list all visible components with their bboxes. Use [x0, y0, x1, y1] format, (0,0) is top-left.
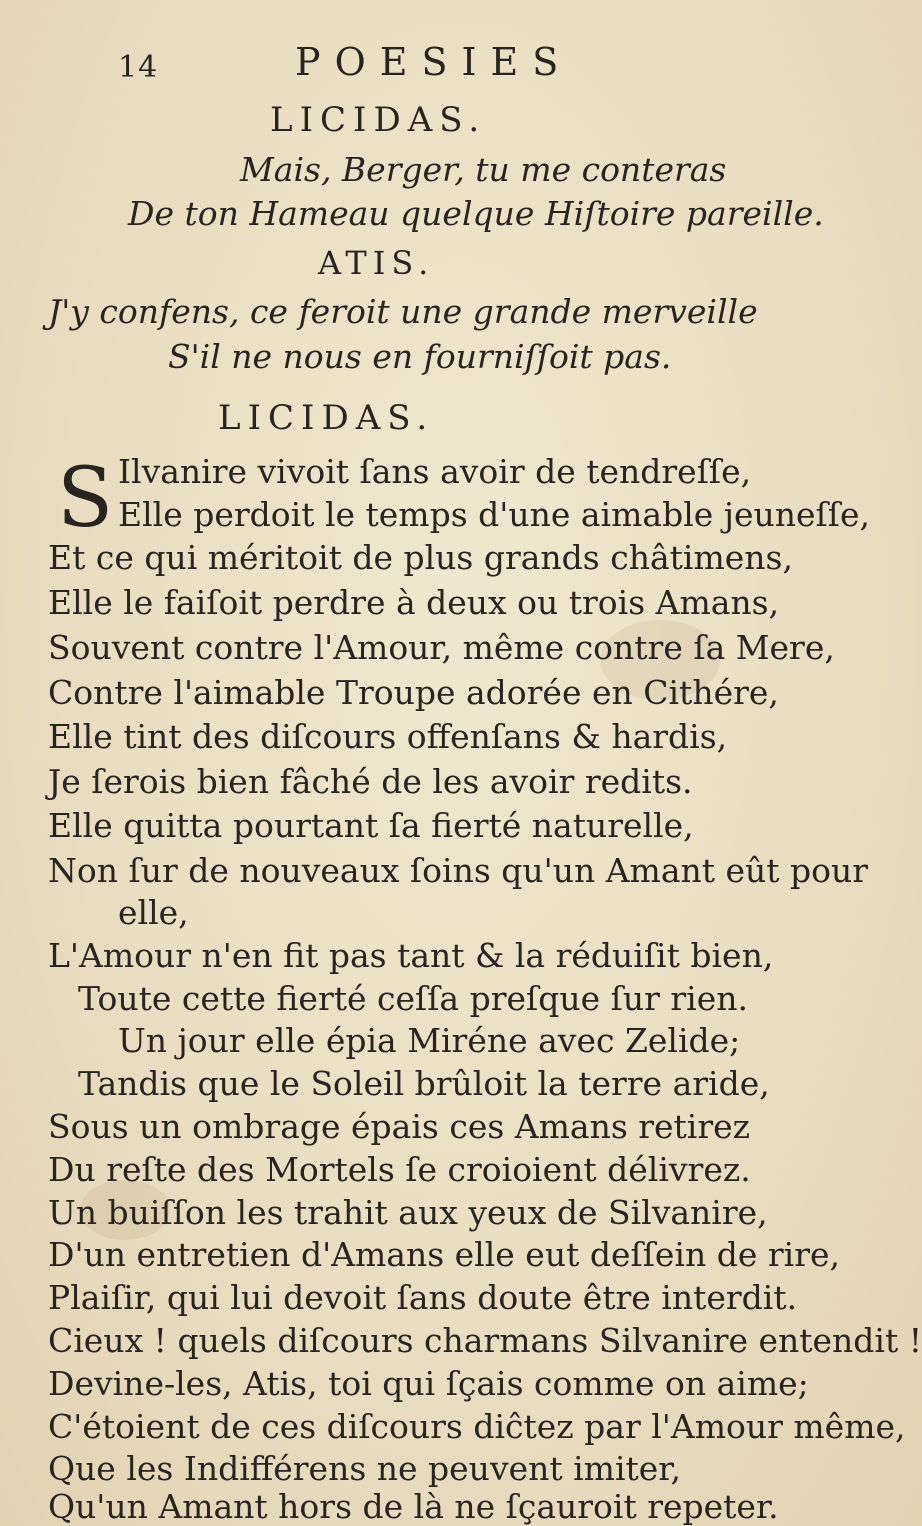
poem-line: Devine-les, Atis, toi qui ſçais comme on aime; [48, 1363, 809, 1403]
poem-line: Non ſur de nouveaux ſoins qu'un Amant eût pour [48, 851, 869, 890]
verse-line: S'il ne nous en fourniſſoit pas. [168, 337, 672, 376]
page-number: 14 [118, 50, 159, 85]
poem-line: Que les Indifférens ne peuvent imiter, [48, 1449, 681, 1489]
poem-line: Souvent contre l'Amour, même contre ſa Mere, [48, 628, 835, 667]
poem-line: Un jour elle épia Miréne avec Zelide; [118, 1021, 741, 1061]
poem-line: L'Amour n'en fit pas tant & la réduiſit bien, [48, 935, 774, 975]
poem-line: Toute cette fierté ceſſa preſque ſur rien. [78, 978, 748, 1018]
poem-line: Elle le faiſoit perdre à deux ou trois Amans, [48, 583, 780, 622]
running-title: POESIES [295, 40, 573, 84]
poem-line: elle, [118, 893, 189, 932]
poem-line: Et ce qui méritoit de plus grands châtimens, [48, 538, 793, 577]
poem-line: Plaiſir, qui lui devoit ſans doute être interdit. [48, 1278, 798, 1318]
verse-line: Mais, Berger, tu me conteras [240, 150, 727, 189]
speaker-atis: ATIS. [318, 244, 435, 282]
poem-line: Qu'un Amant hors de là ne ſçauroit repeter. [48, 1487, 779, 1526]
poem-line: Cieux ! quels diſcours charmans Silvanire entendit ! [48, 1321, 922, 1360]
speaker-licidas: LICIDAS. [218, 398, 435, 438]
poem-line: Du reſte des Mortels ſe croioient délivrez. [48, 1149, 751, 1189]
poem-line: Elle quitta pourtant ſa fierté naturelle, [48, 806, 694, 845]
drop-cap: S [57, 451, 114, 546]
poem-line: Tandis que le Soleil brûloit la terre aride, [78, 1064, 770, 1104]
poem-line: C'étoient de ces diſcours diĉtez par l'Amour même, [48, 1406, 906, 1446]
verse-line: J'y confens, ce feroit une grande merveille [48, 292, 758, 331]
poem-line: Elle perdoit le temps d'une aimable jeuneſſe, [118, 495, 871, 534]
verse-line: De ton Hameau quelque Hiſtoire pareille. [128, 194, 824, 233]
poem-line: Contre l'aimable Troupe adorée en Cithére, [48, 673, 779, 712]
poem-line: Elle tint des diſcours offenſans & hardis, [48, 717, 728, 756]
poem-line: D'un entretien d'Amans elle eut deſſein de rire, [48, 1235, 840, 1275]
poem-line: Je ſerois bien fâché de les avoir redits. [48, 762, 693, 801]
poem-line: Ilvanire vivoit ſans avoir de tendreſſe, [118, 452, 752, 491]
speaker-licidas: LICIDAS. [270, 100, 487, 140]
poem-line: Sous un ombrage épais ces Amans retirez [48, 1107, 751, 1146]
poem-line: Un buiſſon les trahit aux yeux de Silvanire, [48, 1192, 768, 1232]
